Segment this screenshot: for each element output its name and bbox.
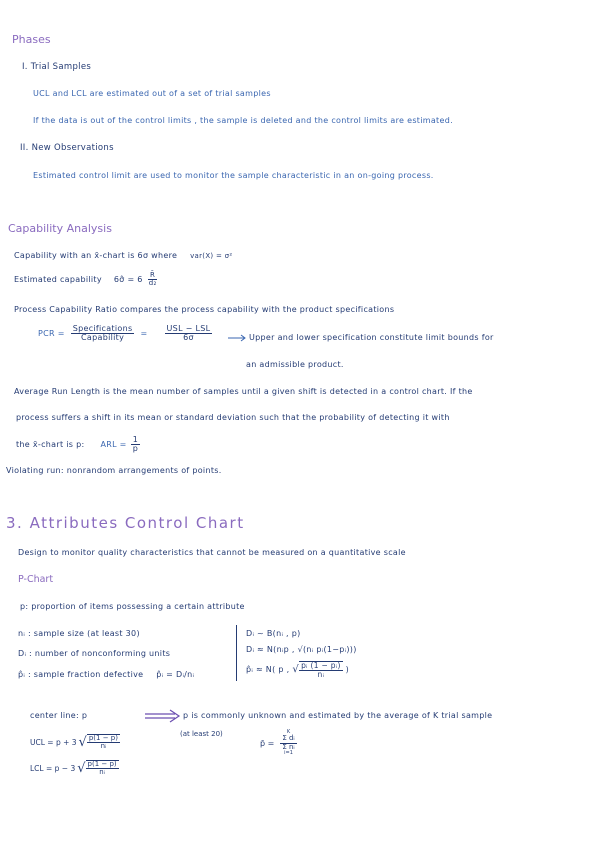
pi-definition <box>18 670 194 679</box>
capability-item-3: Process Capability Ratio compares the process capability with the product specifications <box>14 305 395 314</box>
arl-label: ARL = <box>100 440 127 450</box>
arl-line-2: process suffers a shift in its mean or standard deviation such that the probability of detecting it with <box>16 413 450 422</box>
attributes-intro: Design to monitor quality characteristics that cannot be measured on a quantitative scale <box>18 548 406 557</box>
p-bar-lhs: p̄ = <box>260 738 275 748</box>
pcr-equals: = <box>140 329 148 339</box>
center-line-note-2: (at least 20) <box>180 730 223 738</box>
di-definition: Dᵢ : number of nonconforming units <box>18 649 171 658</box>
center-line-note: p is commonly unknown and estimated by the average of K trial sample <box>183 711 493 720</box>
p-definition: p: proportion of items possessing a certain attribute <box>20 602 245 611</box>
sum-upper-limit: K <box>286 729 291 735</box>
pcr-arrow-icon <box>228 334 248 342</box>
p-chart-title: P-Chart <box>18 574 54 585</box>
arl-fraction: $\frac{1}{p}$ <box>132 435 139 454</box>
lcl-fraction: $\frac{p(1 - p)}{\text{nᵢ}}$ <box>87 760 117 777</box>
normal-approx-p-fraction: $\frac{\text{pᵢ (1 − pᵢ)}}{\text{nᵢ}}$ <box>301 661 341 679</box>
pi-definition-text: p̂ᵢ : sample fraction defective <box>18 670 144 679</box>
estimated-capability-formula: 6σ̂ = 6 <box>113 275 143 285</box>
ucl-lhs: UCL = p + 3 <box>30 737 77 747</box>
arl-line-1: Average Run Length is the mean number of samples until a given shift is detected in a control chart. If the <box>14 387 473 396</box>
ni-definition: nᵢ : sample size (at least 30) <box>18 629 140 638</box>
normal-approx-p: p̂ᵢ ≈ N( p , √ $\frac{\text{pᵢ (1 − pᵢ)}}{\text{nᵢ}}$ ) <box>246 661 350 679</box>
p-bar-formula <box>260 730 297 756</box>
distribution-divider <box>236 625 237 681</box>
new-obs-line-1: Estimated control limit are used to monitor the sample characteristic in an on-going process. <box>33 171 434 180</box>
lcl-formula: LCL = p − 3 √ $\frac{p(1 - p)}{\text{nᵢ}}$ <box>30 760 117 777</box>
capability-item-1-text: Capability with an x̄-chart is 6σ where <box>14 251 178 260</box>
normal-approx-p-rhs: ) <box>345 665 350 675</box>
capability-variance: var(X) = σ² <box>190 252 233 260</box>
center-line: center line: p <box>30 711 88 720</box>
pcr-fraction-1: $\frac{\text{Specifications}}{\text{Capability}}$ <box>72 324 133 343</box>
normal-approx-d: Dᵢ ≈ N(nᵢp , √(nᵢ pᵢ(1−pᵢ))) <box>246 645 357 654</box>
new-observations-heading: II. New Observations <box>20 143 114 153</box>
pcr-formula <box>38 325 223 343</box>
ucl-fraction: $\frac{p(1 - p)}{\text{nᵢ}}$ <box>88 734 118 751</box>
center-line-arrow-icon <box>145 710 181 722</box>
phases-title: Phases <box>12 33 51 46</box>
violating-run: Violating run: nonrandom arrangements of points. <box>6 466 222 475</box>
arl-line-3-text: the x̄-chart is p: <box>16 440 85 450</box>
arl-line-3 <box>16 436 140 454</box>
trial-line-2: If the data is out of the control limits , the sample is deleted and the control limits are estimated. <box>33 116 453 125</box>
capability-item-2-text: Estimated capability <box>14 275 102 285</box>
lcl-lhs: LCL = p − 3 <box>30 763 76 773</box>
p-bar-fraction: K Σ dᵢ Σ nᵢ i=1 <box>282 729 295 756</box>
r-bar-over-d2: $\frac{R̄}{\text{d₂}}$ <box>148 271 157 288</box>
ucl-formula: UCL = p + 3 √ $\frac{p(1 - p)}{\text{nᵢ}}$ <box>30 734 118 751</box>
pcr-note-1: Upper and lower specification constitute limit bounds for <box>249 333 494 342</box>
trial-samples-heading: I. Trial Samples <box>22 62 92 72</box>
capability-item-2 <box>14 272 159 288</box>
binomial-distribution: Dᵢ ~ B(nᵢ , p) <box>246 629 301 638</box>
sum-lower-limit: i=1 <box>284 749 293 756</box>
normal-approx-p-lhs: p̂ᵢ ≈ N( p , <box>246 665 290 675</box>
pcr-note-2: an admissible product. <box>246 360 344 369</box>
pcr-label: PCR = <box>38 329 65 339</box>
trial-line-1: UCL and LCL are estimated out of a set of trial samples <box>33 89 271 98</box>
attributes-title: 3. Attributes Control Chart <box>6 514 245 532</box>
pi-formula: p̂ᵢ = Dᵢ/nᵢ <box>156 670 195 679</box>
capability-title: Capability Analysis <box>8 222 112 235</box>
pcr-fraction-2: $\frac{\text{USL − LSL}}{6\sigma}$ <box>166 324 211 343</box>
capability-item-1 <box>14 251 233 260</box>
